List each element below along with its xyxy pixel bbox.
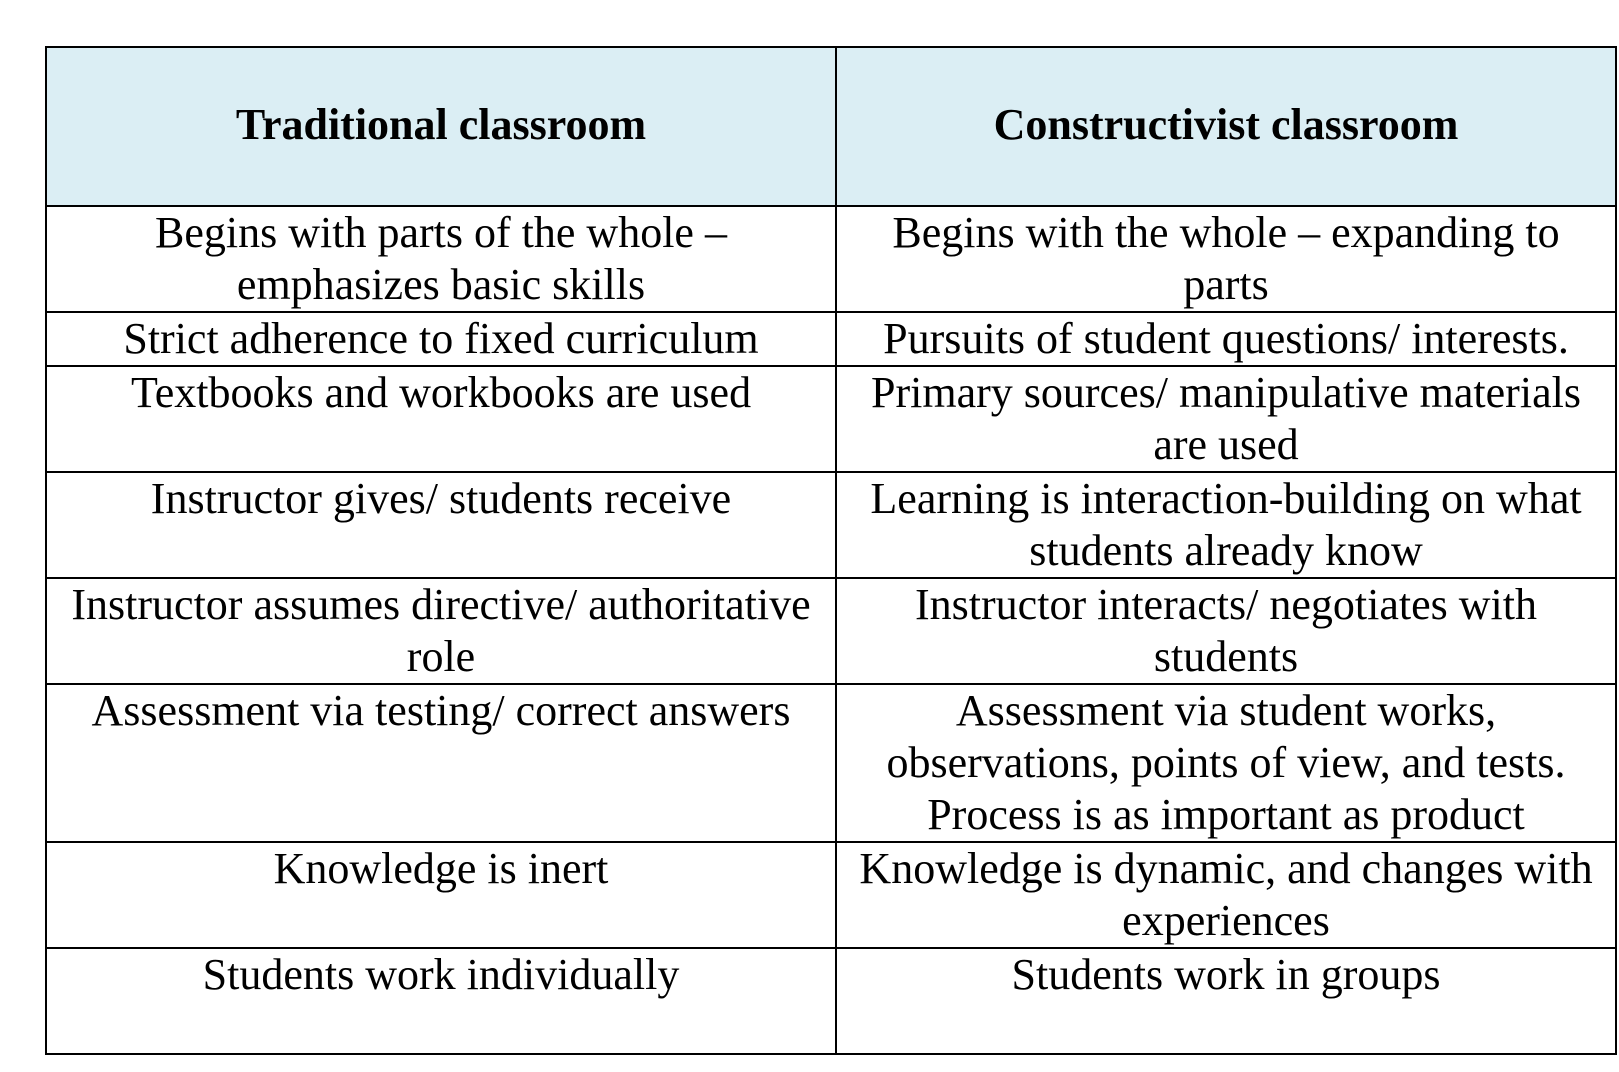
cell-text: Pursuits of student questions/ interests.	[883, 314, 1569, 363]
cell-text: Assessment via testing/ correct answers	[91, 686, 791, 735]
table-row	[46, 472, 1616, 578]
cell-text: Primary sources/ manipulative materials are used	[871, 368, 1581, 469]
table-cell-traditional	[46, 472, 836, 578]
cell-text: Instructor assumes directive/ authoritative role	[71, 580, 811, 681]
cell-text: Knowledge is inert	[273, 844, 609, 893]
table-cell-constructivist	[836, 312, 1616, 366]
table-cell-constructivist	[836, 842, 1616, 948]
cell-text: Students work in groups	[1011, 950, 1441, 999]
cell-text: Strict adherence to fixed curriculum	[123, 314, 759, 363]
cell-text: Instructor gives/ students receive	[150, 474, 732, 523]
table-cell-traditional	[46, 366, 836, 472]
table-row	[46, 312, 1616, 366]
table-cell-traditional	[46, 948, 836, 1054]
cell-text: Instructor interacts/ negotiates with students	[915, 580, 1537, 681]
header-traditional-classroom	[46, 47, 836, 206]
table-cell-traditional	[46, 578, 836, 684]
table-cell-traditional	[46, 842, 836, 948]
cell-text: Knowledge is dynamic, and changes with experiences	[859, 844, 1593, 945]
cell-text: Begins with parts of the whole – emphasizes basic skills	[155, 208, 727, 309]
table-cell-traditional	[46, 206, 836, 312]
table-cell-constructivist	[836, 472, 1616, 578]
table-cell-constructivist	[836, 366, 1616, 472]
cell-text: Textbooks and workbooks are used	[130, 368, 752, 417]
table-row	[46, 366, 1616, 472]
table-cell-traditional	[46, 684, 836, 842]
table-cell-constructivist	[836, 206, 1616, 312]
table-row	[46, 948, 1616, 1054]
table-row	[46, 842, 1616, 948]
table-row	[46, 684, 1616, 842]
table-row	[46, 578, 1616, 684]
header-label: Traditional classroom	[235, 100, 647, 149]
cell-text: Learning is interaction-building on what students already know	[870, 474, 1582, 575]
header-label: Constructivist classroom	[993, 100, 1459, 149]
table-row	[46, 206, 1616, 312]
table-cell-constructivist	[836, 684, 1616, 842]
table-cell-constructivist	[836, 578, 1616, 684]
table-cell-traditional	[46, 312, 836, 366]
header-constructivist-classroom	[836, 47, 1616, 206]
cell-text: Begins with the whole – expanding to parts	[892, 208, 1560, 309]
cell-text: Students work individually	[202, 950, 680, 999]
comparison-table	[45, 46, 1617, 1055]
table-header-row	[46, 47, 1616, 206]
cell-text: Assessment via student works, observations, points of view, and tests. Process is as important as product	[886, 686, 1566, 839]
table-cell-constructivist	[836, 948, 1616, 1054]
